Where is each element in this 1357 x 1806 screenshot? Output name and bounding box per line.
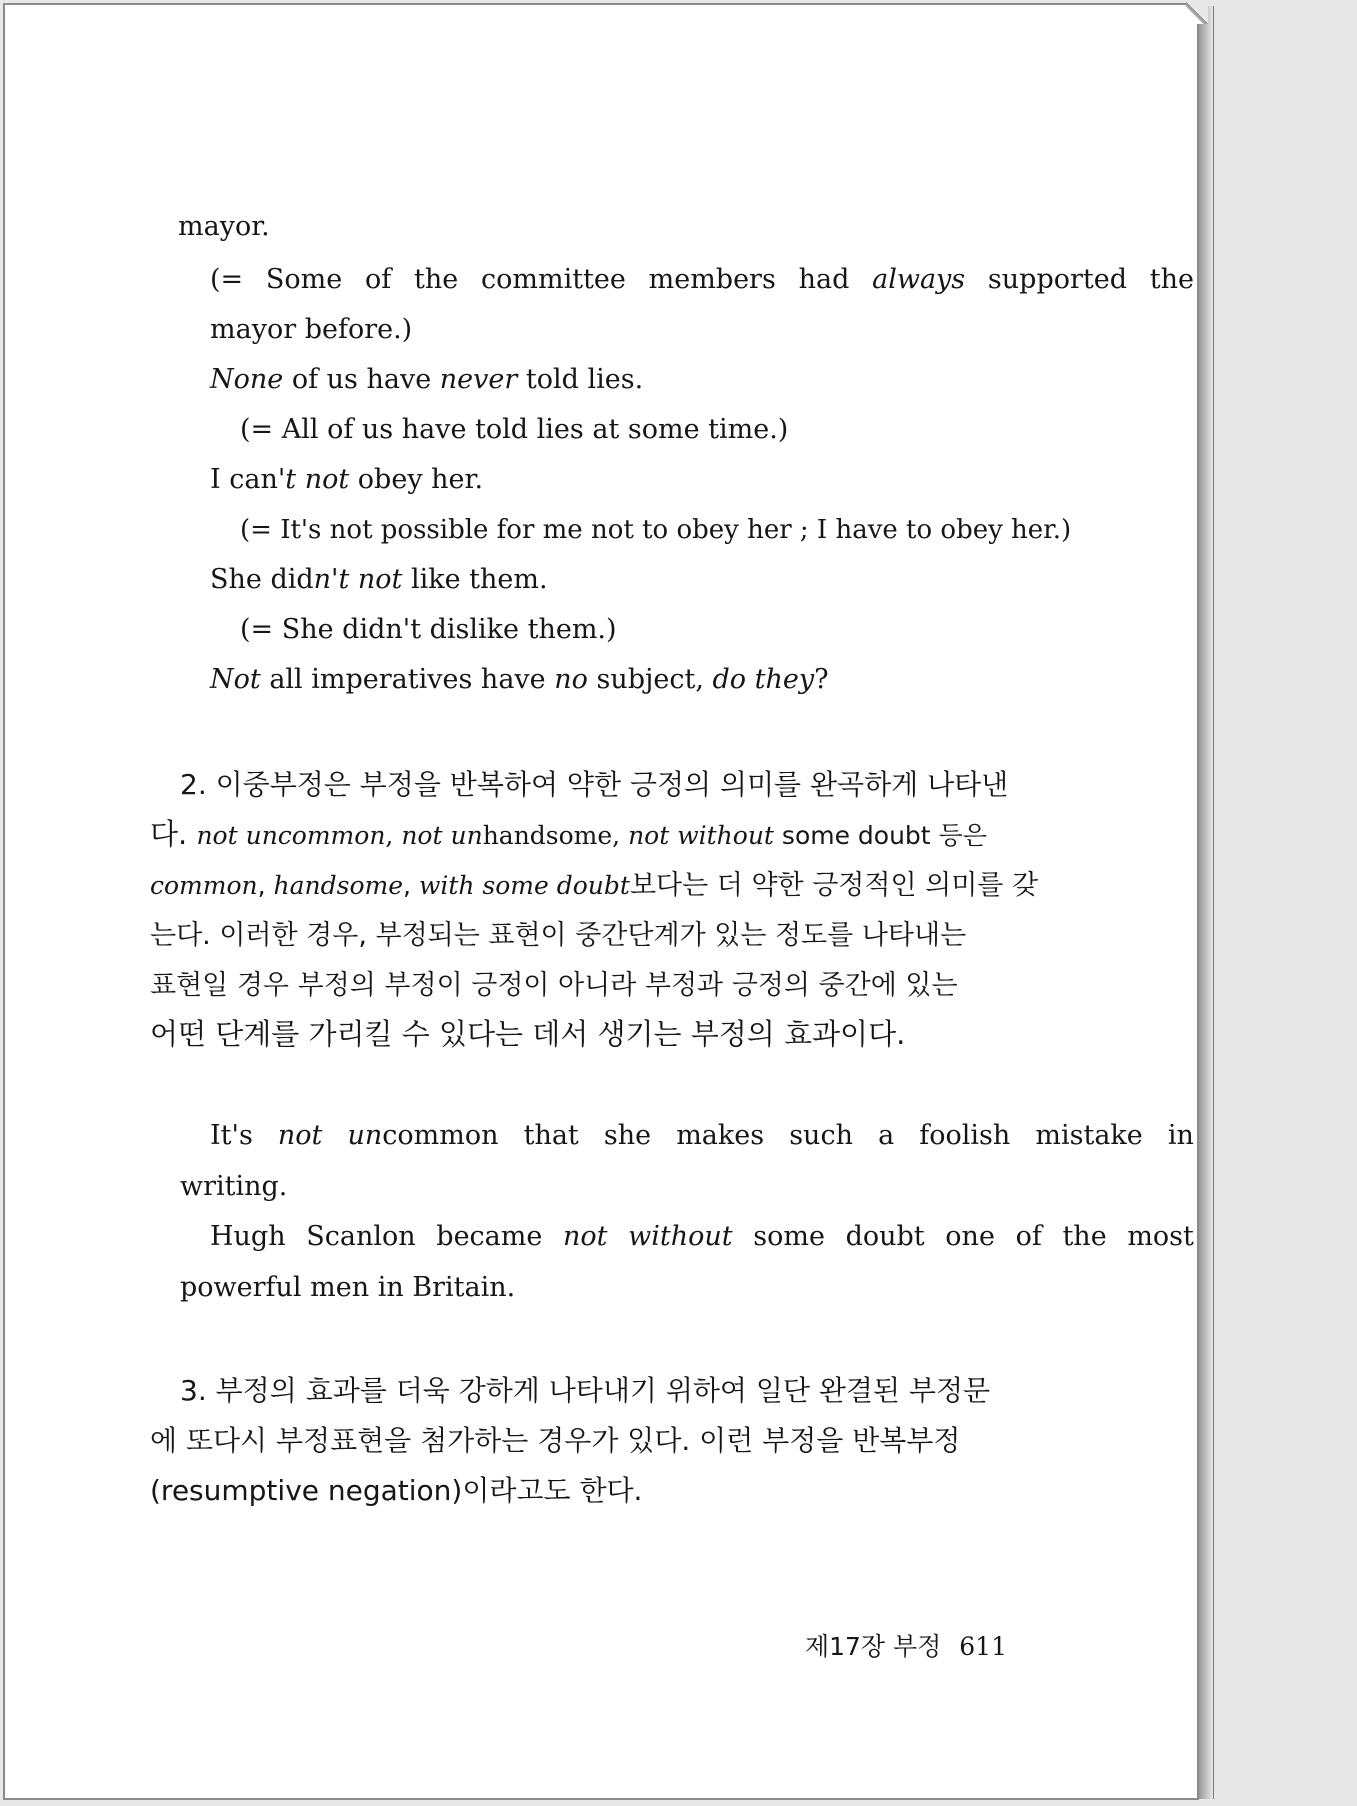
text-line — [240, 613, 617, 647]
text-span: told lies. — [517, 364, 644, 395]
text-span: not — [277, 1120, 323, 1151]
text-span: all imperatives have — [260, 664, 555, 695]
text-span: Some — [265, 264, 343, 295]
text-line — [210, 363, 643, 397]
text-line — [240, 513, 1071, 547]
text-span: the — [1062, 1221, 1107, 1252]
text-span: became — [436, 1221, 543, 1252]
text-span: not — [562, 1221, 608, 1252]
text-span: 어떤 단계를 가리킬 수 있다는 데서 생기는 부정의 효과이다. — [150, 1017, 906, 1051]
text-span: mistake — [1035, 1120, 1143, 1151]
text-span: mayor. — [178, 211, 270, 242]
text-span: powerful men in Britain. — [180, 1272, 516, 1303]
paragraph-line — [180, 1372, 1194, 1409]
text-line — [210, 563, 548, 597]
text-span: ? — [814, 664, 829, 695]
text-line — [178, 210, 270, 244]
text-span: the — [414, 264, 459, 295]
text-span: foolish — [919, 1120, 1011, 1151]
text-span: had — [798, 264, 850, 295]
text-span: n't not — [313, 564, 403, 595]
text-span: (= All of us have told lies at some time.) — [240, 414, 789, 445]
paragraph-line — [150, 1472, 642, 1509]
text-span: Not — [210, 664, 261, 695]
text-span: some — [753, 1221, 825, 1252]
text-span: handsome, — [482, 821, 629, 850]
text-span: , — [403, 871, 419, 900]
text-span: of us have — [283, 364, 440, 395]
text-span: t not — [285, 464, 350, 495]
text-span: that — [523, 1120, 579, 1151]
text-span: some doubt 등은 — [773, 821, 987, 850]
text-span: (resumptive negation)이라고도 한다. — [150, 1474, 643, 1507]
text-span: in — [1167, 1120, 1194, 1151]
text-span: None — [210, 364, 284, 395]
paragraph-line — [150, 1016, 905, 1052]
chapter-label: 제17장 부정 — [804, 1632, 942, 1661]
text-line — [210, 263, 1194, 297]
text-span: 는다. 이러한 경우, 부정되는 표현이 중간단계가 있는 정도를 나타내는 — [150, 920, 967, 951]
text-span: with some doubt — [418, 871, 630, 900]
text-span: like them. — [402, 564, 548, 595]
text-span: a — [878, 1120, 895, 1151]
text-span: most — [1127, 1221, 1194, 1252]
page-footer — [805, 1631, 1007, 1663]
text-span: 표현일 경우 부정의 부정이 긍정이 아니라 부정과 긍정의 중간에 있는 — [150, 970, 958, 1001]
text-line — [210, 313, 412, 347]
text-span: 2. 이중부정은 부정을 반복하여 약한 긍정의 의미를 완곡하게 나타낸 — [180, 768, 1009, 801]
page-corner-fold — [1186, 2, 1208, 24]
text-line — [180, 1271, 515, 1305]
text-span: do they — [712, 664, 815, 695]
paragraph-line — [180, 766, 1194, 803]
paragraph-line — [150, 866, 1194, 904]
text-span: common — [150, 871, 258, 900]
text-span: 에 또다시 부정표현을 첨가하는 경우가 있다. 이런 부정을 반복부정 — [150, 1424, 961, 1457]
text-span: , — [257, 871, 274, 900]
text-span: 보다는 더 약한 긍정적인 의미를 갖 — [629, 870, 1039, 901]
text-span: subject, — [587, 664, 713, 695]
text-span: It's — [210, 1120, 253, 1151]
text-span: not without — [628, 821, 774, 850]
text-span: members — [648, 264, 776, 295]
text-span: such — [789, 1120, 853, 1151]
text-span: (= — [210, 264, 244, 295]
text-span: 3. 부정의 효과를 더욱 강하게 나타내기 위하여 일단 완결된 부정문 — [180, 1374, 991, 1407]
text-span: one — [945, 1221, 995, 1252]
text-span: never — [439, 364, 518, 395]
text-line — [210, 663, 829, 697]
text-span: not uncommon — [196, 821, 386, 850]
text-span: 다. — [150, 817, 197, 851]
text-span: committee — [480, 264, 626, 295]
text-span: (= She didn't dislike them.) — [240, 614, 617, 645]
text-span: writing. — [180, 1171, 288, 1202]
text-span: the — [1149, 264, 1194, 295]
text-span: of — [365, 264, 392, 295]
text-span: doubt — [845, 1221, 925, 1252]
text-line — [210, 1119, 1194, 1153]
text-span: always — [872, 264, 966, 295]
text-span: (= It's not possible for me not to obey her ; I have to obey her.) — [240, 515, 1072, 545]
text-span: without — [628, 1221, 733, 1252]
paragraph-line — [150, 816, 1194, 854]
text-span: makes — [676, 1120, 765, 1151]
text-span: supported — [987, 264, 1128, 295]
text-span: handsome — [273, 871, 404, 900]
text-span: I can' — [210, 464, 286, 495]
text-span: no — [554, 664, 588, 695]
text-span: Scanlon — [306, 1221, 416, 1252]
paragraph-line — [150, 916, 1194, 954]
text-span: obey her. — [349, 464, 484, 495]
text-span: not un — [401, 821, 483, 850]
text-line — [210, 1220, 1194, 1254]
text-line — [240, 413, 788, 447]
page-number: 611 — [959, 1632, 1007, 1661]
text-span: , — [385, 821, 402, 850]
text-line — [180, 1170, 287, 1204]
text-span: She did — [210, 564, 314, 595]
page-edge-shadow — [1199, 6, 1214, 1799]
text-span: uncommon — [347, 1120, 499, 1151]
text-line — [210, 463, 483, 497]
text-span: mayor before.) — [210, 314, 413, 345]
text-span: she — [603, 1120, 652, 1151]
paragraph-line — [150, 966, 1194, 1004]
text-span: of — [1015, 1221, 1042, 1252]
text-span: Hugh — [210, 1221, 286, 1252]
paragraph-line — [150, 1422, 1194, 1459]
